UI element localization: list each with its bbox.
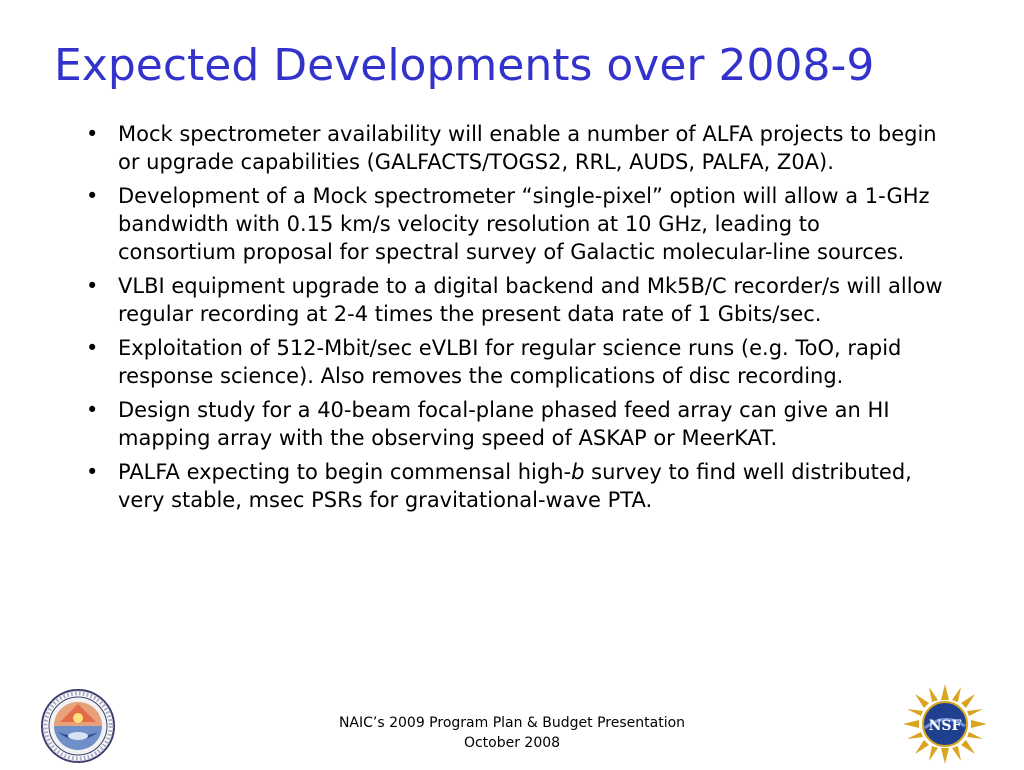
bullet-marker: • xyxy=(86,460,99,484)
bullet-marker: • xyxy=(86,336,99,360)
svg-text:NSF: NSF xyxy=(928,718,962,734)
bullet-item xyxy=(84,120,944,176)
bullet-text: Mock spectrometer availability will enable a number of ALFA projects to begin or upgrade capabilities (GALFACTS/TOGS2, RRL, AUDS, PALFA, Z0A). xyxy=(118,122,937,174)
naic-seal-icon xyxy=(40,688,116,764)
naic-seal-logo xyxy=(40,688,116,764)
nsf-logo xyxy=(900,682,990,766)
bullet-marker: • xyxy=(86,398,99,422)
bullet-text: Exploitation of 512-Mbit/sec eVLBI for regular science runs (e.g. ToO, rapid response science). Also removes the complications of disc recording. xyxy=(118,336,902,388)
nsf-logo-icon xyxy=(900,682,990,766)
bullet-text-part: PALFA expecting to begin commensal high- xyxy=(118,460,572,484)
bullet-text: Development of a Mock spectrometer “single-pixel” option will allow a 1-GHz bandwidth with 0.15 km/s velocity resolution at 10 GHz, leading to consortium proposal for spectral survey of Galactic molecular-line sources. xyxy=(118,184,930,264)
bullet-text xyxy=(118,460,912,512)
bullet-item xyxy=(84,396,944,452)
slide-title: Expected Developments over 2008-9 xyxy=(54,40,875,91)
slide-footer xyxy=(300,713,724,753)
bullet-item xyxy=(84,334,944,390)
bullet-marker: • xyxy=(86,184,99,208)
bullet-text: VLBI equipment upgrade to a digital backend and Mk5B/C recorder/s will allow regular recording at 2-4 times the present data rate of 1 Gbits/sec. xyxy=(118,274,943,326)
bullet-text: Design study for a 40-beam focal-plane phased feed array can give an HI mapping array with the observing speed of ASKAP or MeerKAT. xyxy=(118,398,890,450)
bullet-list xyxy=(84,120,944,520)
bullet-text-part: survey to find well distributed, very stable, msec PSRs for gravitational-wave PTA. xyxy=(118,460,912,512)
bullet-item xyxy=(84,458,944,514)
footer-presentation-title: NAIC’s 2009 Program Plan & Budget Presentation xyxy=(338,715,686,731)
bullet-marker: • xyxy=(86,274,99,298)
bullet-item xyxy=(84,272,944,328)
bullet-marker: • xyxy=(86,122,99,146)
footer-date: October 2008 xyxy=(463,735,561,751)
bullet-text-italic: b xyxy=(571,460,585,484)
bullet-item xyxy=(84,182,944,266)
